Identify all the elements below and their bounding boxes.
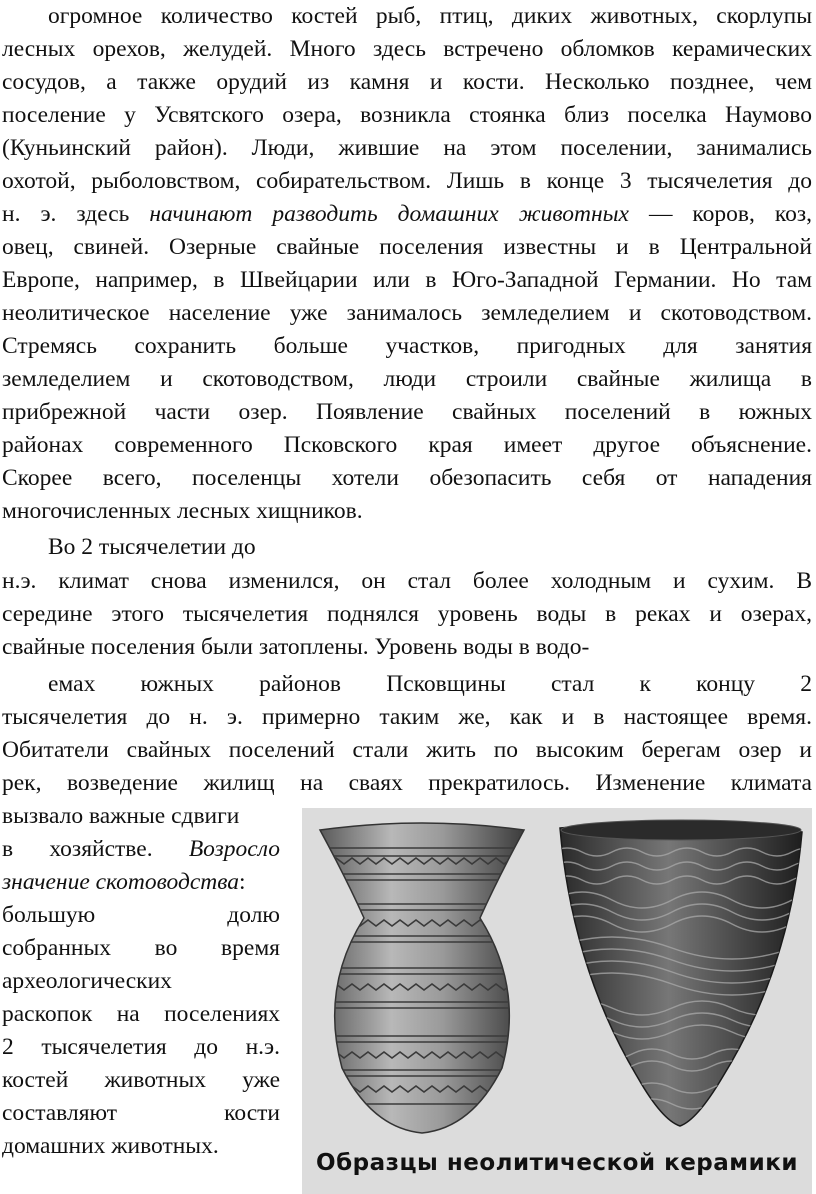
italic-emphasis: начинают разводить домашних животных [149, 201, 629, 227]
text-span: в хозяйстве. [2, 836, 189, 862]
text-line: середине этого тысячелетия поднялся уровень воды в реках и озерах, [2, 601, 812, 627]
text-line: большую долю [2, 902, 280, 928]
text-span: н. э. здесь [2, 201, 150, 227]
text-line: археологических [2, 968, 172, 994]
text-line: Скорее всего, поселенцы хотели обезопасить себя от нападения [2, 465, 812, 491]
text-line: домашних животных. [2, 1133, 219, 1159]
text-line: огромное количество костей рыб, птиц, диких животных, скорлупы [48, 3, 812, 29]
text-line: Обитатели свайных поселений стали жить по высоким берегам озер и [2, 737, 812, 763]
text-line: охотой, рыболовством, собирательством. Лишь в конце 3 тысячелетия до [2, 168, 812, 194]
text-line: многочисленных лесных хищников. [2, 498, 363, 524]
text-line: костей животных уже [2, 1067, 280, 1093]
text-line: неолитическое население уже занималось земледелием и скотоводством. [2, 300, 812, 326]
text-line: свайные поселения были затоплены. Уровень воды в водо- [2, 634, 590, 660]
text-span: — коров, коз, [628, 201, 813, 227]
text-line: Стремясь сохранить больше участков, пригодных для занятия [2, 333, 812, 359]
text-line: вызвало важные сдвиги [2, 803, 240, 829]
text-line: емах южных районов Псковщины стал к концу 2 [48, 671, 812, 697]
text-line: 2 тысячелетия до н.э. [2, 1034, 280, 1060]
text-span: : [239, 869, 246, 895]
text-line-emphasis [2, 866, 280, 899]
text-line: Европе, например, в Швейцарии или в Юго-Западной Германии. Но там [2, 267, 812, 293]
ceramics-figure [302, 808, 812, 1194]
text-line: собранных во время [2, 935, 280, 961]
text-line: (Куньинский район). Люди, жившие на этом поселении, занимались [2, 135, 812, 161]
text-line: н.э. климат снова изменился, он стал более холодным и сухим. В [2, 568, 812, 594]
italic-emphasis: значение скотоводства [2, 869, 240, 895]
text-line: лесных орехов, желудей. Много здесь встречено обломков керамических [2, 36, 812, 62]
text-line: прибрежной части озер. Появление свайных поселений в южных [2, 399, 812, 425]
text-line: составляют кости [2, 1100, 280, 1126]
text-line: районах современного Псковского края имеет другое объяснение. [2, 432, 812, 458]
pottery-illustration [302, 808, 812, 1148]
text-line: тысячелетия до н. э. примерно таким же, как и в настоящее время. [2, 704, 812, 730]
text-line-emphasis [2, 198, 812, 231]
text-line-emphasis [2, 833, 280, 866]
italic-emphasis: Возросло [188, 836, 280, 862]
text-line: рек, возведение жилищ на сваях прекратилось. Изменение климата [2, 770, 812, 796]
comb-ware-vase [552, 820, 812, 1126]
text-line: земледелием и скотоводством, люди строили свайные жилища в [2, 366, 812, 392]
beaker-vase [312, 823, 542, 1133]
text-line: поселение у Усвятского озера, возникла стоянка близ поселка Наумово [2, 102, 812, 128]
text-line: овец, свиней. Озерные свайные поселения известны и в Центральной [2, 234, 812, 260]
text-line: раскопок на поселениях [2, 1001, 280, 1027]
text-line: сосудов, а также орудий из камня и кости. Несколько позднее, чем [2, 69, 812, 95]
figure-caption: Образцы неолитической керамики [316, 1150, 798, 1176]
text-line: Во 2 тысячелетии до [48, 534, 256, 560]
